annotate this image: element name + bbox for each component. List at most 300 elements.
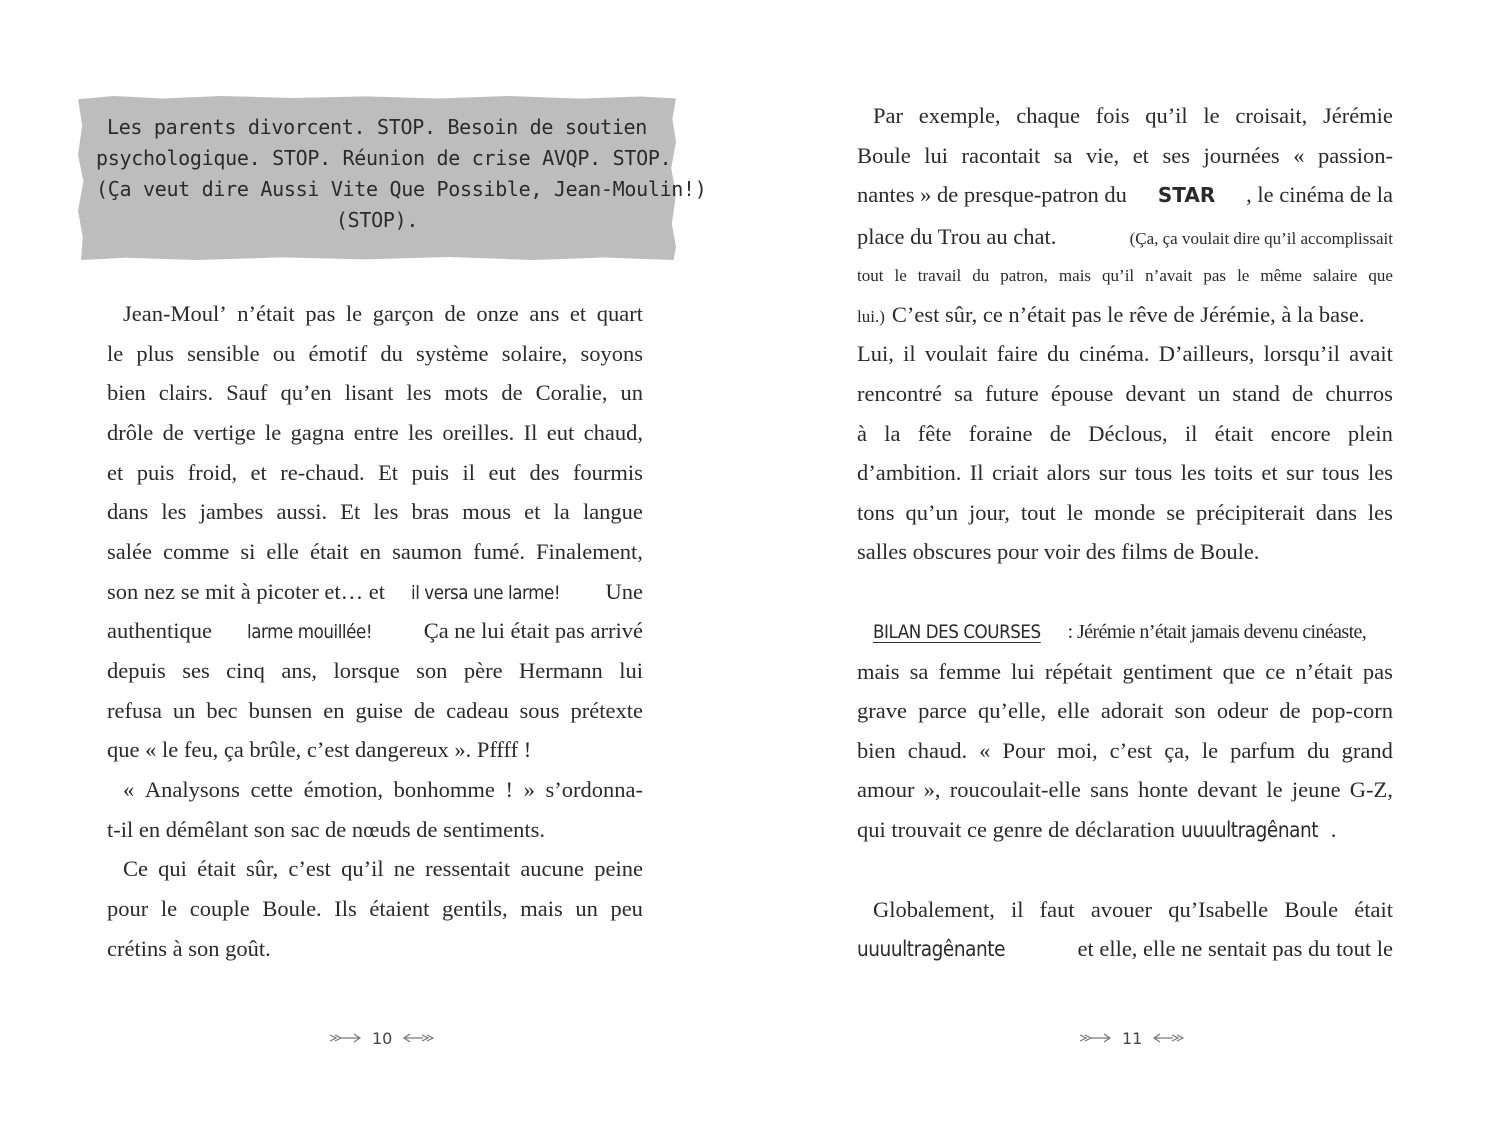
word: et — [569, 301, 587, 326]
word: chaud. — [907, 738, 968, 763]
word: bonhomme — [393, 777, 495, 802]
word: de — [162, 420, 184, 445]
word: parfum — [1230, 738, 1296, 763]
word: roucoulait-elle — [949, 777, 1081, 802]
word: bec — [206, 698, 238, 723]
word: pas — [1362, 659, 1393, 684]
text-segment: authentique — [107, 618, 212, 643]
word: monde — [1094, 500, 1156, 525]
word: adorait — [1100, 698, 1164, 723]
word: à — [857, 421, 867, 446]
text-segment: son nez se mit à picoter et… et — [107, 579, 386, 604]
word: même — [1260, 266, 1302, 285]
word: ce — [1265, 659, 1286, 684]
word: tout — [1020, 500, 1056, 525]
word: le — [1237, 266, 1250, 285]
word: patron, — [1000, 266, 1048, 285]
word: le — [1066, 500, 1084, 525]
word: c’est — [288, 856, 331, 881]
word: toits — [1214, 460, 1253, 485]
text-line — [107, 453, 643, 493]
star-cinema-name: STAR — [1157, 183, 1216, 207]
word: la — [553, 499, 570, 524]
word: tous — [1134, 460, 1173, 485]
word: faire — [996, 341, 1038, 366]
word: que — [1368, 266, 1393, 285]
word: ses — [182, 658, 210, 683]
text-line-mixed — [857, 929, 1393, 969]
word: Analysons — [144, 777, 240, 802]
word: le — [1203, 103, 1220, 128]
word: les — [406, 380, 432, 405]
word: Pour — [1002, 738, 1045, 763]
text-line — [857, 731, 1393, 771]
word: tous — [1322, 460, 1360, 485]
word: de — [1292, 381, 1314, 406]
word: le — [1201, 738, 1219, 763]
word: était — [1354, 897, 1393, 922]
word: qu’Isabelle — [1168, 897, 1269, 922]
word: Ils — [334, 896, 357, 921]
word: du — [1047, 341, 1070, 366]
word: père — [463, 658, 503, 683]
word: soyons — [580, 341, 643, 366]
word: les — [161, 499, 187, 524]
text-line — [107, 651, 643, 691]
word: moi, — [1057, 738, 1098, 763]
word: passion- — [1317, 143, 1393, 168]
word: de — [1049, 421, 1071, 446]
word: tout — [857, 266, 884, 285]
word: qu’il — [341, 856, 384, 881]
word: mais — [1058, 266, 1092, 285]
word: sans — [1090, 777, 1129, 802]
word: alors — [1046, 460, 1091, 485]
word: répétait — [1044, 659, 1113, 684]
word: plus — [136, 341, 174, 366]
text-line: t-il en démêlant son sac de nœuds de sentiments. — [107, 817, 546, 842]
word: Et — [378, 460, 399, 485]
note-text — [96, 112, 707, 236]
word: gagna — [290, 420, 345, 445]
word: Il — [969, 460, 984, 485]
word: n’était — [1295, 659, 1353, 684]
word: en — [359, 539, 381, 564]
word: comme — [163, 539, 230, 564]
word: jeune — [1291, 777, 1341, 802]
word: il — [1011, 897, 1024, 922]
text-line-mixed — [857, 810, 1393, 850]
word: aussi. — [276, 499, 328, 524]
word: ou — [272, 341, 296, 366]
word: que — [1222, 659, 1256, 684]
word: n’était — [237, 301, 295, 326]
word: si — [240, 539, 256, 564]
word: « — [979, 738, 991, 763]
word: bras — [411, 499, 450, 524]
word: peu — [610, 896, 643, 921]
page-number-label: 11 — [1122, 1028, 1143, 1048]
word: son — [1174, 698, 1206, 723]
text-line — [123, 849, 643, 889]
text-line — [107, 413, 643, 453]
text-segment: Une — [605, 579, 643, 604]
word: système — [416, 341, 489, 366]
word: criait — [991, 460, 1039, 485]
text-line: crétins à son goût. — [107, 936, 271, 961]
word: fourmis — [572, 460, 643, 485]
word: sensible — [187, 341, 260, 366]
word: ressentait — [425, 856, 511, 881]
text-segment: : Jérémie n’était jamais devenu cinéaste, — [1067, 621, 1367, 643]
word: le — [894, 266, 907, 285]
text-line-mixed — [857, 217, 1393, 257]
word: couple — [189, 896, 250, 921]
page-number — [1078, 1024, 1186, 1052]
text-segment: place du Trou au chat. — [857, 224, 1057, 249]
word: Par — [873, 103, 903, 128]
text-line — [857, 770, 1393, 810]
word: voulait — [924, 341, 988, 366]
word: ans — [529, 301, 560, 326]
word: quart — [596, 301, 643, 326]
word: prétexte — [570, 698, 643, 723]
word: du — [380, 341, 403, 366]
word: sur — [1286, 460, 1314, 485]
word: oreilles. — [442, 420, 515, 445]
word: lisant — [344, 380, 394, 405]
text-segment: Ça ne lui était pas arrivé — [423, 618, 643, 643]
aside-text: lui.) — [857, 307, 885, 326]
word: qu’il — [1102, 266, 1135, 285]
word: il — [1184, 421, 1198, 446]
word: gentils, — [441, 896, 508, 921]
word: un — [620, 380, 643, 405]
text-line — [123, 294, 643, 334]
text-line-mixed — [873, 612, 1393, 652]
text-line — [873, 890, 1393, 930]
word: dans — [1315, 500, 1357, 525]
word: les — [1367, 460, 1393, 485]
word: amour — [857, 777, 915, 802]
text-line — [857, 334, 1393, 374]
word: fumé. — [473, 539, 525, 564]
word: eut — [488, 460, 516, 485]
text-line: salles obscures pour voir des films de Boule. — [857, 539, 1260, 564]
word: n’avait — [1145, 266, 1193, 285]
word: la — [884, 421, 901, 446]
word: entre — [353, 420, 399, 445]
word: gentiment — [1122, 659, 1213, 684]
text-line-mixed — [107, 611, 643, 651]
word: le — [345, 301, 363, 326]
handwritten-text: uuuultragênant — [1180, 818, 1319, 842]
word: salaire — [1312, 266, 1358, 285]
word: froid, — [187, 460, 238, 485]
word: Sauf — [226, 380, 268, 405]
text-line: que « le feu, ça brûle, c’est dangereux ». Pffff ! — [107, 737, 532, 762]
word: sa — [909, 659, 929, 684]
word: ! — [505, 777, 513, 802]
right-page — [750, 0, 1500, 1125]
word: Jérémie — [1322, 103, 1393, 128]
word: vertige — [193, 420, 256, 445]
word: et — [107, 460, 124, 485]
text-line — [107, 889, 643, 929]
word: future — [985, 381, 1039, 406]
word: faut — [1039, 897, 1075, 922]
text-line-mixed — [857, 175, 1393, 215]
word: précipiterait — [1196, 500, 1305, 525]
word: sa — [954, 381, 973, 406]
word: solaire, — [501, 341, 568, 366]
word: devant — [1125, 381, 1186, 406]
word: avouer — [1090, 897, 1153, 922]
word: de — [1279, 698, 1301, 723]
word: stand — [1232, 381, 1280, 406]
word: cinéma. — [1078, 341, 1150, 366]
text-line — [857, 414, 1393, 454]
text-line — [873, 96, 1393, 136]
word: » — [523, 777, 535, 802]
word: sûr, — [246, 856, 279, 881]
word: pop-corn — [1311, 698, 1393, 723]
word: mous — [462, 499, 511, 524]
arrow-ornament-icon — [402, 1031, 436, 1045]
word: il — [903, 341, 916, 366]
text-line — [107, 373, 643, 413]
handwritten-text: il versa une larme! — [410, 582, 560, 604]
word: étaient — [369, 896, 430, 921]
word: eut — [546, 420, 575, 445]
word: refusa — [107, 698, 162, 723]
word: en — [323, 698, 345, 723]
word: puis — [411, 460, 450, 485]
word: elle — [1057, 698, 1090, 723]
word: Il — [523, 420, 538, 445]
word: était — [1214, 421, 1254, 446]
word: rencontré — [857, 381, 942, 406]
word: Jean-Moul’ — [123, 301, 227, 326]
word: Lui, — [857, 341, 894, 366]
word: saumon — [392, 539, 463, 564]
text-line — [107, 334, 643, 374]
text-segment: nantes » de presque-patron du — [857, 182, 1127, 207]
word: mots — [444, 380, 489, 405]
word: pas — [305, 301, 336, 326]
word: chaque — [1016, 103, 1080, 128]
word: Ce — [123, 856, 148, 881]
word: bunsen — [248, 698, 313, 723]
word: chaud, — [583, 420, 643, 445]
text-segment: C’est sûr, ce n’était pas le rêve de Jérémie, à la base. — [891, 302, 1365, 327]
word: qu’un — [905, 500, 958, 525]
word: puis — [136, 460, 175, 485]
word: croisait, — [1235, 103, 1308, 128]
arrow-ornament-icon — [328, 1031, 362, 1045]
word: », — [923, 777, 941, 802]
word: sous — [519, 698, 560, 723]
word: son — [416, 658, 448, 683]
word: elle — [266, 539, 299, 564]
word: de — [501, 380, 523, 405]
aside-line — [857, 256, 1393, 296]
text-line — [123, 770, 643, 810]
word: sa — [1053, 143, 1073, 168]
text-line — [857, 652, 1393, 692]
word: qu’elle, — [977, 698, 1047, 723]
word: churros — [1325, 381, 1393, 406]
text-line — [857, 136, 1393, 176]
word: se — [1166, 500, 1186, 525]
word: fête — [917, 421, 952, 446]
word: le — [1266, 777, 1283, 802]
word: garçon — [372, 301, 434, 326]
word: racontait — [961, 143, 1041, 168]
word: dans — [107, 499, 149, 524]
word: lui — [924, 143, 949, 168]
word: G-Z, — [1349, 777, 1393, 802]
word: Boule — [1284, 897, 1339, 922]
word: « — [1293, 143, 1305, 168]
word: fois — [1095, 103, 1130, 128]
text-line-mixed — [857, 295, 1393, 335]
handwritten-text: uuuultragênante — [857, 937, 1006, 961]
word: cinq — [226, 658, 265, 683]
word: pas — [1203, 266, 1227, 285]
arrow-ornament-icon — [1152, 1031, 1186, 1045]
word: foraine — [968, 421, 1033, 446]
word: encore — [1270, 421, 1331, 446]
text-line — [857, 493, 1393, 533]
word: mais — [857, 659, 900, 684]
word: du — [972, 266, 990, 285]
word: mais — [520, 896, 563, 921]
word: peine — [594, 856, 643, 881]
page-number-label: 10 — [372, 1028, 393, 1048]
word: et — [250, 460, 267, 485]
word: des — [529, 460, 560, 485]
word: ses — [1162, 143, 1190, 168]
word: clairs. — [158, 380, 214, 405]
word: qui — [158, 856, 187, 881]
word: langue — [582, 499, 643, 524]
word: un — [172, 698, 196, 723]
note-line: (STOP). — [335, 208, 419, 232]
text-line-mixed — [107, 572, 643, 612]
word: bien — [107, 380, 146, 405]
word: avait — [1349, 341, 1393, 366]
word: les — [408, 420, 434, 445]
word: le — [107, 341, 124, 366]
word: ça, — [1164, 738, 1190, 763]
aside-text: (Ça, ça voulait dire qu’il accomplissait — [1129, 229, 1393, 248]
word: était — [197, 856, 236, 881]
word: salée — [107, 539, 152, 564]
note-line: (Ça veut dire Aussi Vite Que Possible, Jean-Moulin!) — [96, 177, 707, 201]
word: et — [524, 499, 541, 524]
word: de — [413, 698, 436, 723]
word: Et — [340, 499, 361, 524]
word: de — [444, 301, 466, 326]
text-line — [857, 374, 1393, 414]
word: lui — [619, 658, 643, 683]
word: cette — [250, 777, 293, 802]
word: aucune — [520, 856, 585, 881]
handwritten-text: larme mouillée! — [246, 621, 372, 643]
word: exemple, — [918, 103, 1001, 128]
word: plein — [1347, 421, 1393, 446]
page-number — [328, 1024, 436, 1052]
word: re-chaud. — [280, 460, 365, 485]
text-segment: , le cinéma de la — [1246, 182, 1393, 207]
word: il — [462, 460, 476, 485]
word: depuis — [107, 658, 166, 683]
word: lorsqu’il — [1263, 341, 1340, 366]
word: jour, — [968, 500, 1010, 525]
section-heading: BILAN DES COURSES — [873, 621, 1041, 643]
word: grand — [1341, 738, 1393, 763]
word: Coralie, — [535, 380, 608, 405]
word: odeur — [1216, 698, 1269, 723]
word: Boule. — [262, 896, 322, 921]
word: devant — [1197, 777, 1258, 802]
word: Globalement, — [873, 897, 995, 922]
word: qu’en — [280, 380, 332, 405]
text-line — [107, 532, 643, 572]
word: émotion, — [303, 777, 383, 802]
text-line — [107, 691, 643, 731]
word: Boule — [857, 143, 911, 168]
arrow-ornament-icon — [1078, 1031, 1112, 1045]
word: onze — [476, 301, 519, 326]
word: et — [1132, 143, 1149, 168]
word: vie, — [1086, 143, 1120, 168]
word: journées — [1203, 143, 1280, 168]
text-line — [857, 691, 1393, 731]
text-line — [857, 453, 1393, 493]
word: s’ordonna- — [545, 777, 643, 802]
word: qu’il — [1145, 103, 1188, 128]
word: Hermann — [519, 658, 603, 683]
word: les — [1180, 460, 1206, 485]
word: tons — [857, 500, 895, 525]
text-line — [107, 492, 643, 532]
word: cadeau — [446, 698, 509, 723]
word: du — [1307, 738, 1330, 763]
word: « — [123, 777, 135, 802]
word: était — [309, 539, 349, 564]
text-segment: qui trouvait ce genre de déclaration — [857, 817, 1175, 842]
word: Déclous, — [1088, 421, 1168, 446]
word: lui — [1011, 659, 1035, 684]
text-segment: . — [1330, 817, 1337, 842]
note-line: Les parents divorcent. STOP. Besoin de soutien — [106, 115, 648, 139]
word: guise — [355, 698, 403, 723]
word: les — [1367, 500, 1393, 525]
word: le — [160, 896, 178, 921]
word: sur — [1098, 460, 1127, 485]
word: d’ambition. — [857, 460, 962, 485]
word: lorsque — [333, 658, 400, 683]
word: un — [1197, 381, 1221, 406]
word: ne — [393, 856, 415, 881]
word: parce — [918, 698, 967, 723]
word: ans, — [281, 658, 317, 683]
text-segment: et elle, elle ne sentait pas du tout le — [1077, 936, 1393, 961]
word: femme — [938, 659, 1001, 684]
word: jambes — [199, 499, 264, 524]
